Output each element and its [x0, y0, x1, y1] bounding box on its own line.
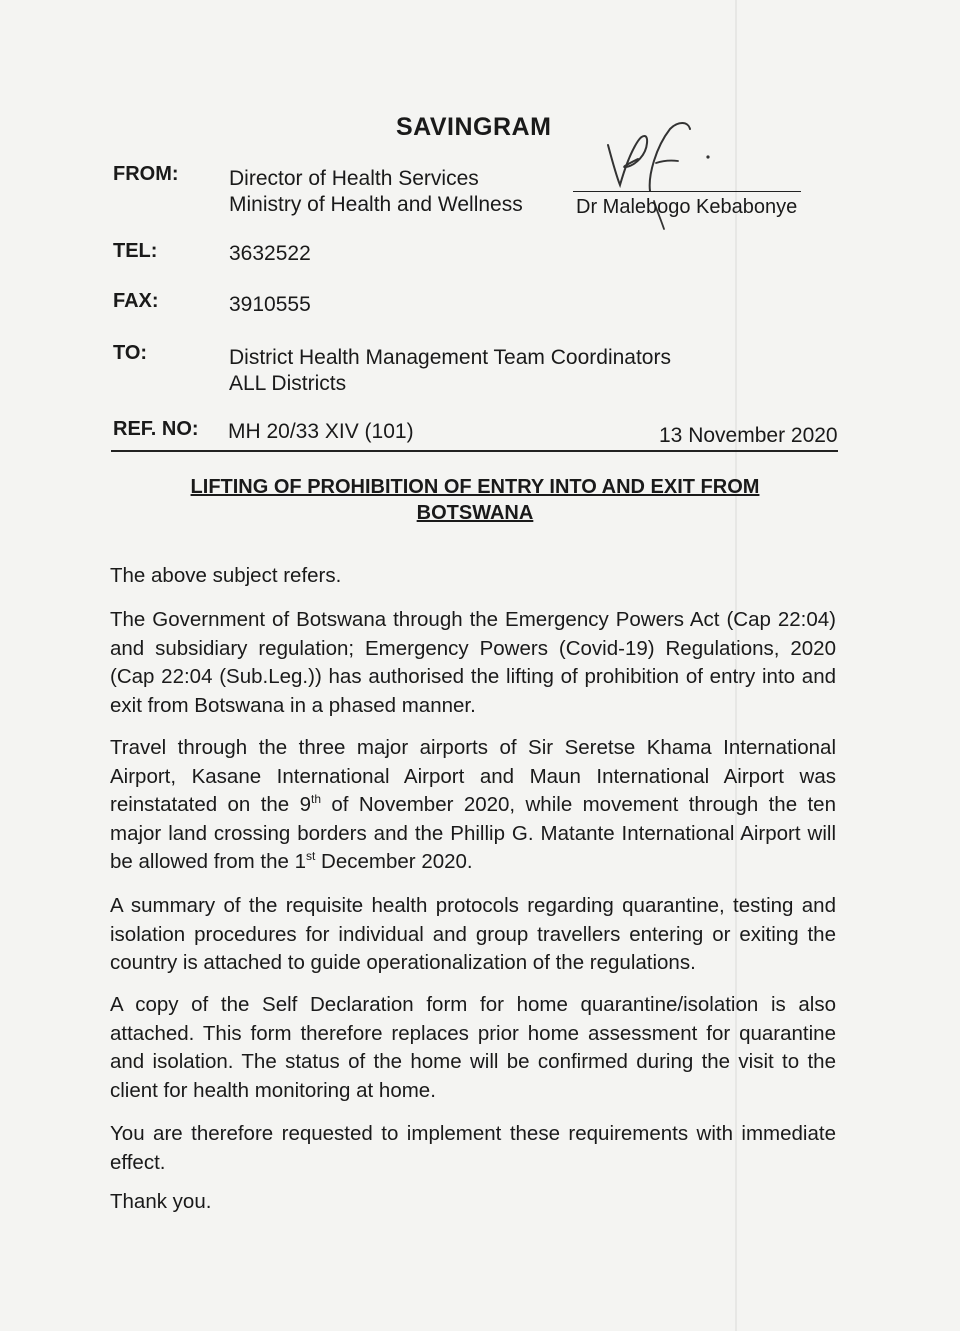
header-divider: [111, 450, 838, 452]
body-paragraph-4: A summary of the requisite health protocols regarding quarantine, testing and isolation procedures for individual and group travellers entering or exiting the country is attached to guide operationalization of the regulations.: [110, 894, 836, 974]
tel-label: TEL:: [113, 240, 158, 262]
body-paragraph-2: The Government of Botswana through the Emergency Powers Act (Cap 22:04) and subsidiary regulation; Emergency Powers (Covid-19) Regulations, 2020 (Cap 22:04 (Sub.Leg.)) has authorised the lifting of prohibition of entry into and exit from Botswana in a phased manner.: [110, 608, 836, 717]
p3-superscript-1: th: [310, 792, 321, 807]
document-date: 13 November 2020: [659, 424, 838, 447]
p3-text-c: December 2020.: [315, 850, 473, 873]
to-line-2: ALL Districts: [229, 372, 347, 395]
fax-value: 3910555: [229, 293, 311, 316]
from-line-2: Ministry of Health and Wellness: [229, 193, 523, 216]
closing-thanks: Thank you.: [110, 1190, 212, 1213]
subject-line-1: LIFTING OF PROHIBITION OF ENTRY INTO AND EXIT FROM: [190, 476, 760, 498]
signature-line: [573, 191, 801, 192]
ref-label: REF. NO:: [113, 418, 199, 440]
body-paragraph-3: [110, 734, 836, 877]
ref-value: MH 20/33 XIV (101): [228, 420, 414, 443]
p3-text-a: Travel through the three major airports of Sir Seretse Khama International Airport, Kasane International Airport and Maun International Airport was reinstatated on the 9: [110, 736, 836, 816]
to-value: [229, 345, 671, 397]
to-line-1: District Health Management Team Coordinators: [229, 346, 671, 369]
subject-line-2: BOTSWANA: [416, 502, 534, 524]
from-line-1: Director of Health Services: [229, 167, 479, 190]
subject-heading: [140, 474, 810, 526]
p3-superscript-2: st: [306, 849, 316, 864]
p3-text-b: of November 2020, while movement through the ten major land crossing borders and the Phillip G. Matante International Airport will be allowed from the 1: [110, 793, 836, 873]
from-value: [229, 166, 523, 218]
tel-value: 3632522: [229, 242, 311, 265]
to-label: TO:: [113, 342, 148, 364]
fax-label: FAX:: [113, 290, 159, 312]
signatory-name: Dr Malebogo Kebabonye: [576, 196, 798, 218]
body-paragraph-1: The above subject refers.: [110, 564, 342, 587]
body-paragraph-6: You are therefore requested to implement these requirements with immediate effect.: [110, 1122, 836, 1174]
from-label: FROM:: [113, 163, 179, 185]
document-heading: SAVINGRAM: [396, 113, 552, 141]
body-paragraph-5: A copy of the Self Declaration form for home quarantine/isolation is also attached. This form therefore replaces prior home assessment for quarantine and isolation. The status of the home will be confirmed during the visit to the client for health monitoring at home.: [110, 993, 836, 1102]
